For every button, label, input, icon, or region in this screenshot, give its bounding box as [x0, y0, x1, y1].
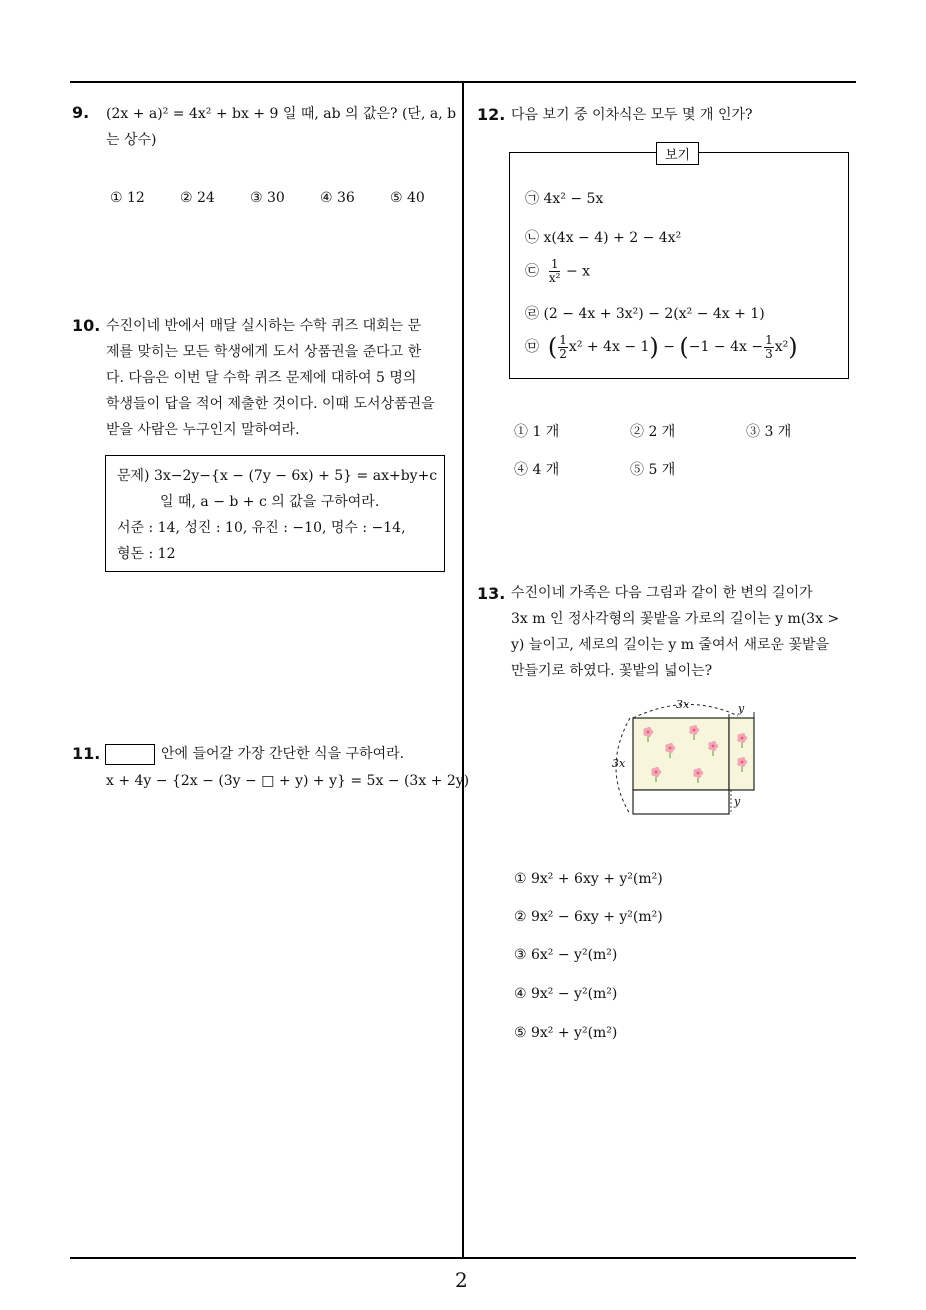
q9-option-2[interactable]: ② 24	[180, 190, 215, 206]
q12-item-e-half-den: 2	[559, 346, 567, 361]
question-10-number: 10.	[72, 316, 101, 335]
q12-item-e-minus: −	[663, 339, 675, 355]
q13-option-3[interactable]: ③ 6x² − y²(m²)	[514, 947, 618, 963]
question-9-text-line2: 는 상수)	[106, 132, 157, 148]
figure-label-left: 3x	[612, 757, 626, 770]
q12-item-d: ㉣ (2 − 4x + 3x²) − 2(x² − 4x + 1)	[525, 306, 765, 322]
q10-box-line2: 일 때, a − b + c 의 값을 구하여라.	[160, 494, 380, 510]
q12-item-c-fraction	[549, 258, 561, 285]
question-10-line1: 수진이네 반에서 매달 실시하는 수학 퀴즈 대회는 문	[106, 318, 422, 334]
garden-removed-strip	[633, 790, 729, 814]
page-number: 2	[455, 1268, 468, 1292]
q12-option-3[interactable]: ③ 3 개	[746, 424, 792, 440]
q9-option-1[interactable]: ① 12	[110, 190, 145, 206]
q12-item-e	[525, 333, 798, 361]
q10-box-line4: 형돈 : 12	[117, 546, 176, 562]
q13-option-4[interactable]: ④ 9x² − y²(m²)	[514, 986, 618, 1002]
question-13-line4: 만들기로 하였다. 꽃밭의 넓이는?	[511, 663, 713, 679]
q12-item-a: ㉠ 4x² − 5x	[525, 191, 604, 207]
q12-item-e-third-den: 3	[765, 346, 773, 361]
q12-option-2[interactable]: ② 2 개	[630, 424, 676, 440]
question-11-text: 안에 들어갈 가장 간단한 식을 구하여라.	[161, 746, 405, 762]
q12-item-e-half-num: 1	[559, 332, 567, 347]
q10-box-line1: 문제) 3x−2y−{x − (7y − 6x) + 5} = ax+by+c	[117, 468, 438, 484]
q12-item-e-paren-open2: (	[679, 333, 689, 361]
figure-label-right-top: y	[738, 702, 745, 715]
q12-bogi-title: 보기	[656, 142, 699, 165]
question-10-line5: 받을 사람은 누구인지 말하여라.	[106, 422, 300, 438]
question-9-text-line1: (2x + a)² = 4x² + bx + 9 일 때, ab 의 값은? (단, a, b	[106, 106, 457, 122]
q12-item-e-paren-open1: (	[547, 333, 558, 361]
question-13-line3: y) 늘이고, 세로의 길이는 y m 줄여서 새로운 꽃밭을	[511, 637, 830, 653]
q12-item-b: ㉡ x(4x − 4) + 2 − 4x²	[525, 230, 682, 246]
q13-option-2[interactable]: ② 9x² − 6xy + y²(m²)	[514, 909, 663, 925]
column-divider	[462, 81, 464, 1258]
q13-option-1[interactable]: ① 9x² + 6xy + y²(m²)	[514, 871, 663, 887]
q12-item-e-part1: x² + 4x − 1	[568, 339, 650, 355]
question-12-text: 다음 보기 중 이차식은 모두 몇 개 인가?	[511, 107, 753, 123]
q12-item-e-mark: ㉤	[525, 339, 539, 355]
q12-option-4[interactable]: ④ 4 개	[514, 462, 560, 478]
q11-equation: x + 4y − {2x − (3y − □ + y) + y} = 5x − (3x + 2y)	[106, 773, 470, 789]
question-13-number: 13.	[477, 584, 506, 603]
q12-item-e-third	[764, 334, 774, 361]
q12-item-e-part2: −1 − 4x −	[688, 339, 764, 355]
q12-item-c-denominator: x²	[548, 271, 561, 285]
question-10-line3: 다. 다음은 이번 달 수학 퀴즈 문제에 대하여 5 명의	[106, 370, 417, 386]
q12-item-e-third-num: 1	[765, 332, 773, 347]
q12-option-1[interactable]: ① 1 개	[514, 424, 560, 440]
q9-option-4[interactable]: ④ 36	[320, 190, 355, 206]
question-12-number: 12.	[477, 105, 506, 124]
q9-option-5[interactable]: ⑤ 40	[390, 190, 425, 206]
q12-item-c-mark: ㉢	[525, 263, 539, 280]
figure-label-right-bottom: y	[734, 795, 741, 808]
question-13-line2: 3x m 인 정사각형의 꽃밭을 가로의 길이는 y m(3x >	[511, 611, 840, 627]
q10-box-line3: 서준 : 14, 성진 : 10, 유진 : −10, 명수 : −14,	[117, 520, 406, 536]
figure-label-top: 3x	[676, 698, 690, 711]
garden-figure	[608, 696, 768, 826]
question-9-number: 9.	[72, 103, 90, 122]
bottom-rule	[70, 1257, 856, 1259]
q12-item-c	[525, 258, 590, 285]
q12-option-5[interactable]: ⑤ 5 개	[630, 462, 676, 478]
q12-item-e-paren-close2: )	[788, 333, 798, 361]
q12-item-c-numerator: 1	[550, 257, 559, 271]
q13-option-5[interactable]: ⑤ 9x² + y²(m²)	[514, 1025, 618, 1041]
q12-item-e-part3: x²	[774, 339, 789, 355]
q11-blank-box	[105, 744, 155, 765]
q12-item-e-paren-close1: )	[649, 333, 659, 361]
question-10-line2: 제를 맞히는 모든 학생에게 도서 상품권을 준다고 한	[106, 344, 422, 360]
q12-item-c-rest: − x	[565, 263, 591, 280]
garden-extension-strip	[729, 718, 754, 790]
q9-option-3[interactable]: ③ 30	[250, 190, 285, 206]
question-10-line4: 학생들이 답을 적어 제출한 것이다. 이때 도서상품권을	[106, 396, 435, 412]
question-11-number: 11.	[72, 744, 101, 763]
q12-item-e-half	[558, 334, 568, 361]
question-13-line1: 수진이네 가족은 다음 그림과 같이 한 변의 길이가	[511, 585, 813, 601]
